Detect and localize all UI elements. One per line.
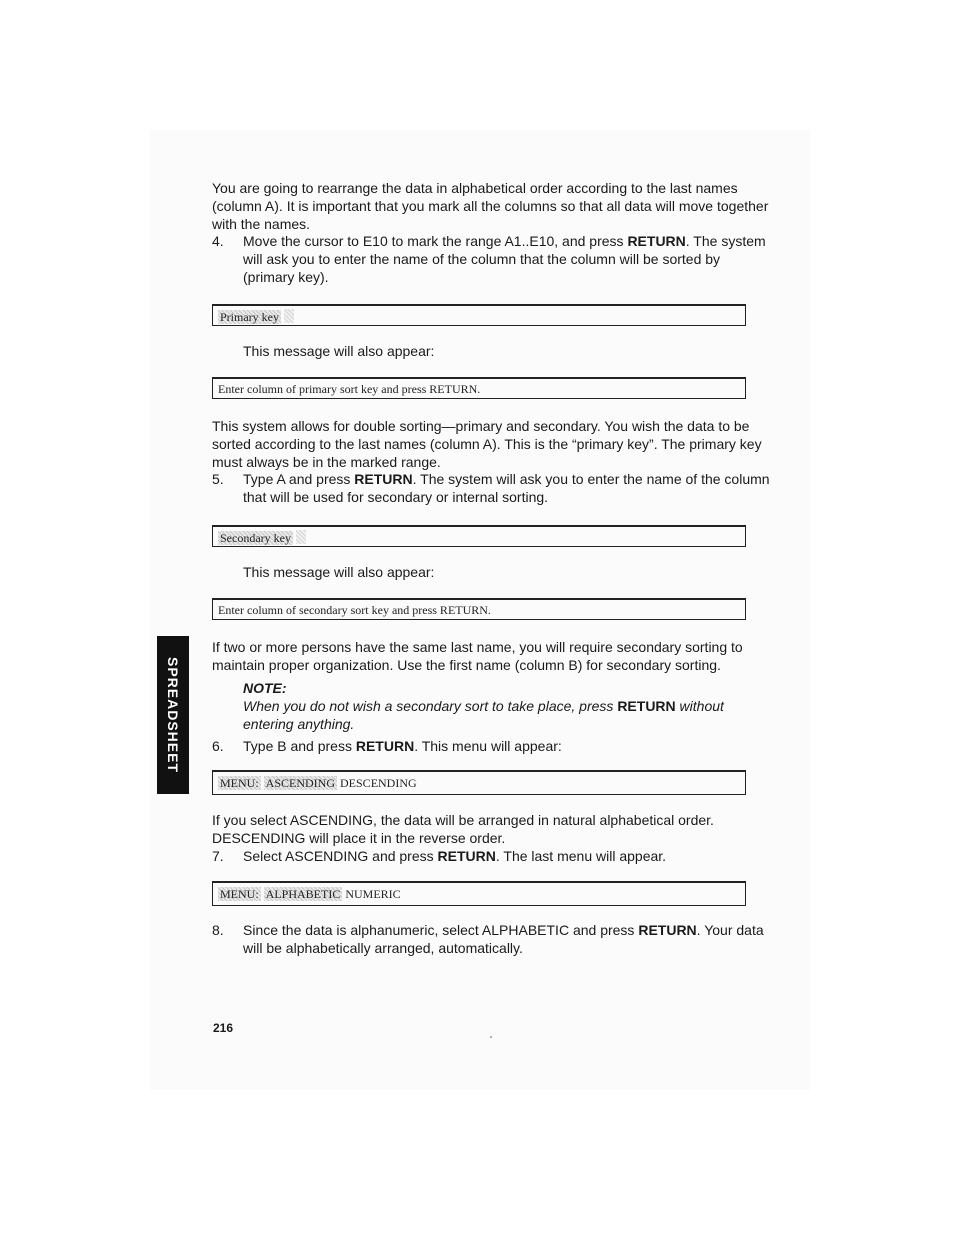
step-6-number: 6. bbox=[212, 738, 224, 754]
primary-key-prompt-box bbox=[212, 304, 746, 326]
step-7-number: 7. bbox=[212, 848, 224, 864]
menu-option-numeric[interactable]: NUMERIC bbox=[345, 887, 401, 901]
page-number: 216 bbox=[213, 1021, 234, 1035]
secondary-key-prompt-box bbox=[212, 525, 746, 547]
step-4-number: 4. bbox=[212, 233, 224, 249]
also-appear-text-2: This message will also appear: bbox=[243, 564, 435, 580]
menu-option-alphabetic[interactable]: ALPHABETIC bbox=[265, 887, 341, 901]
step-8-text: Since the data is alphanumeric, select ALPHABETIC and press RETURN. Your data will be alphabetically arranged, automatically. bbox=[243, 922, 764, 956]
cursor-block-icon bbox=[296, 530, 306, 544]
intro-paragraph: You are going to rearrange the data in alphabetical order according to the last names (column A). It is important that you mark all the columns so that all data will move together with the names. bbox=[212, 180, 769, 232]
section-side-tab bbox=[157, 636, 189, 794]
menu-option-ascending[interactable]: ASCENDING bbox=[265, 776, 336, 790]
step-7-text: Select ASCENDING and press RETURN. The last menu will appear. bbox=[243, 848, 667, 864]
secondary-message: Enter column of secondary sort key and press RETURN. bbox=[218, 603, 491, 617]
secondary-message-box bbox=[212, 598, 746, 620]
step-8-number: 8. bbox=[212, 922, 224, 938]
also-appear-text-1: This message will also appear: bbox=[243, 343, 435, 359]
step-5-text: Type A and press RETURN. The system will ask you to enter the name of the column that will be used for secondary or internal sorting. bbox=[243, 471, 770, 505]
menu-label: MENU: bbox=[220, 776, 259, 790]
ascending-paragraph: If you select ASCENDING, the data will be arranged in natural alphabetical order. DESCENDING will place it in the reverse order. bbox=[212, 812, 714, 846]
secondary-key-prompt: Secondary key bbox=[220, 531, 291, 545]
data-type-menu bbox=[212, 881, 746, 906]
same-name-paragraph: If two or more persons have the same last name, you will require secondary sorting to maintain proper organization. Use the first name (column B) for secondary sorting. bbox=[212, 639, 743, 673]
step-6-text: Type B and press RETURN. This menu will appear: bbox=[243, 738, 562, 754]
cursor-block-icon bbox=[284, 309, 294, 323]
primary-message-box bbox=[212, 377, 746, 399]
primary-key-prompt: Primary key bbox=[220, 310, 279, 324]
sort-order-menu bbox=[212, 770, 746, 795]
note-body: When you do not wish a secondary sort to take place, press RETURN without entering anything. bbox=[243, 698, 724, 732]
primary-message: Enter column of primary sort key and press RETURN. bbox=[218, 382, 481, 396]
step-5-number: 5. bbox=[212, 471, 224, 487]
double-sorting-paragraph: This system allows for double sorting—primary and secondary. You wish the data to be sorted according to the last names (column A). This is the “primary key”. The primary key must always be in the marked range. bbox=[212, 418, 762, 470]
scan-speck bbox=[490, 1036, 492, 1038]
side-tab-label: SPREADSHEET bbox=[165, 656, 181, 774]
menu-label: MENU: bbox=[220, 887, 259, 901]
step-4-text: Move the cursor to E10 to mark the range A1..E10, and press RETURN. The system will ask you to enter the name of the column that the column will be sorted by (primary key). bbox=[243, 233, 766, 285]
note-heading: NOTE: bbox=[243, 680, 287, 696]
menu-option-descending[interactable]: DESCENDING bbox=[340, 776, 417, 790]
